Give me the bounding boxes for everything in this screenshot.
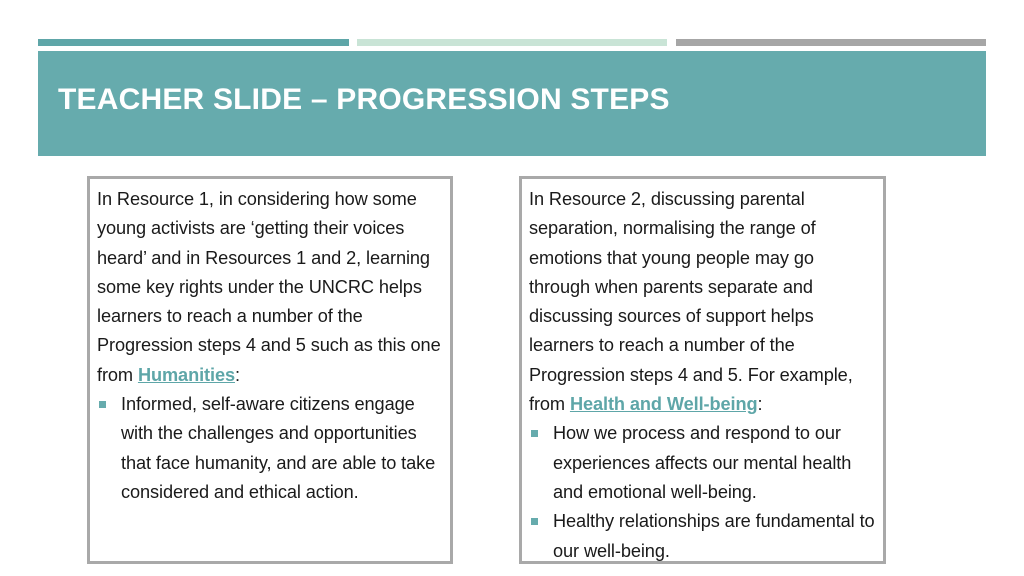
content-box-right [519, 176, 886, 564]
accent-bar-mint [357, 39, 667, 46]
list-item [529, 507, 877, 566]
bullet-text: How we process and respond to our experiences affects our mental health and emotional well-being. [553, 423, 852, 502]
accent-bar-teal [38, 39, 349, 46]
left-bullet-list [97, 390, 444, 507]
accent-bar-grey [676, 39, 986, 46]
list-item [97, 390, 444, 507]
bullet-text: Informed, self-aware citizens engage with the challenges and opportunities that face humanity, and are able to take considered and ethical action. [121, 394, 436, 502]
health-and-well-being-link[interactable]: Health and Well-being [569, 394, 758, 415]
left-box-intro-text: In Resource 1, in considering how some young activists are ‘getting their voices heard’ and in Resources 1 and 2, learning some key rights under the UNCRC helps learners to reach a number of the Progression steps 4 and 5 such as this one from [97, 189, 441, 385]
square-bullet-icon [531, 518, 538, 525]
right-bullet-list [529, 419, 877, 565]
left-box-intro [97, 185, 444, 390]
slide-title: TEACHER SLIDE – PROGRESSION STEPS [58, 83, 670, 116]
right-box-intro-text: In Resource 2, discussing parental separation, normalising the range of emotions that young people may go through when parents separate and discussing sources of support helps learners to reach a number of the Progression steps 4 and 5. For example, from [529, 189, 853, 415]
title-band [38, 51, 986, 156]
left-box-colon: : [234, 364, 240, 385]
right-box-intro [529, 185, 877, 419]
content-box-left [87, 176, 453, 564]
list-item [529, 419, 877, 507]
bullet-text: Healthy relationships are fundamental to our well-being. [553, 511, 875, 561]
humanities-link[interactable]: Humanities [137, 364, 235, 385]
square-bullet-icon [99, 401, 106, 408]
square-bullet-icon [531, 430, 538, 437]
right-box-colon: : [757, 394, 763, 415]
